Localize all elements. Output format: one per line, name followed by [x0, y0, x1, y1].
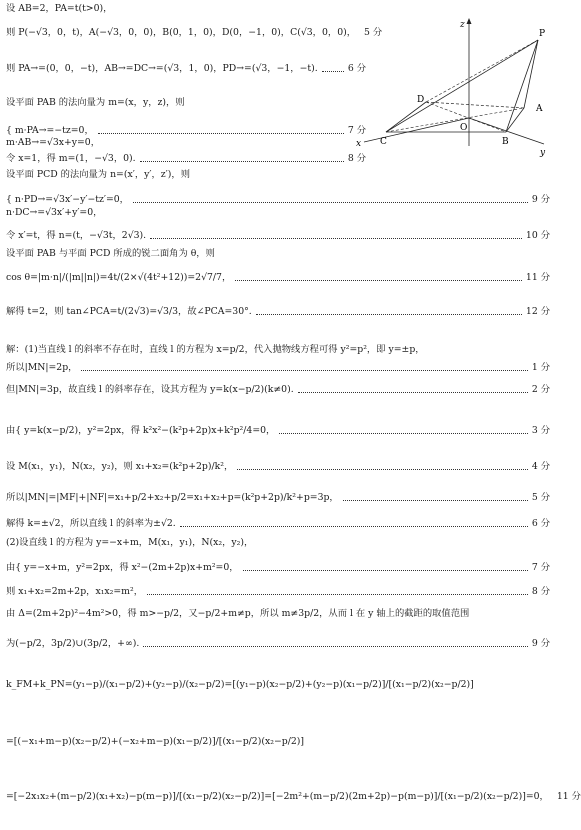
- dot-leader: [150, 238, 522, 239]
- line-text: 解得 k=±√2，所以直线 l 的斜率为±√2.: [6, 518, 176, 529]
- solution-line: [6, 247, 550, 260]
- line-text: =[−2x₁x₂+(m−p/2)(x₁+x₂)−p(m−p)]/[(x₁−p/2)(x₂−p/2)]=[−2m²+(m−p/2)(2m+2p)−p(m−p)]/[(x₁−p/2)(x₂−p/2)]=0，: [6, 791, 549, 802]
- line-text: 则 PA→=(0，0，−t)，AB→=DC→=(√3，1，0)，PD→=(√3，−1，−t).: [6, 63, 318, 74]
- line-text: { n·PD→=√3x′−y′−tz′=0，: [6, 194, 129, 205]
- line-text: 解得 t=2，则 tan∠PCA=t/(2√3)=√3/3，故∠PCA=30°.: [6, 306, 252, 317]
- line-text: 由{ y=−x+m，y²=2px，得 x²−(2m+2p)x+m²=0，: [6, 562, 239, 573]
- line-text: 令 x=1，得 m=(1，−√3，0).: [6, 153, 136, 164]
- solution-line: [6, 637, 550, 650]
- line-text: 由{ y=k(x−p/2)，y²=2px，得 k²x²−(k²p+2p)x+k²p²/4=0，: [6, 425, 276, 436]
- solution-line: [6, 361, 550, 374]
- solution-line: [6, 517, 550, 530]
- line-text: 所以|MN|=|MF|+|NF|=x₁+p/2+x₂+p/2=x₁+x₂+p=(k²p+2p)/k²+p=3p，: [6, 492, 339, 503]
- score-mark: 4 分: [531, 461, 550, 472]
- dot-leader: [256, 314, 522, 315]
- score-mark: 8 分: [347, 153, 366, 164]
- dot-leader: [147, 594, 528, 595]
- line-text: cos θ=|m·n|/(|m||n|)=4t/(2×√(4t²+12))=2√7/7，: [6, 272, 232, 283]
- line-text: 令 x′=t，得 n=(t，−√3t，2√3).: [6, 230, 147, 241]
- solution-line: [6, 790, 581, 803]
- dot-leader: [133, 202, 528, 203]
- line-text: 由 Δ=(2m+2p)²−4m²>0，得 m>−p/2，又−p/2+m≠p，所以 m≠3p/2，从而 l 在 y 轴上的截距的取值范围: [6, 608, 470, 619]
- solution-line: [6, 26, 383, 39]
- dot-leader: [298, 392, 528, 393]
- line-text: 则 x₁+x₂=2m+2p，x₁x₂=m²，: [6, 586, 144, 597]
- line-text: 设 AB=2，PA=t(t>0)，: [6, 3, 113, 14]
- score-mark: 8 分: [531, 586, 550, 597]
- score-mark: 6 分: [531, 518, 550, 529]
- line-text: { m·PA→=−tz=0，: [6, 125, 94, 136]
- score-mark: 11 分: [525, 272, 550, 283]
- line-text: 设 M(x₁，y₁)，N(x₂，y₂)，则 x₁+x₂=(k²p+2p)/k²，: [6, 461, 234, 472]
- solution-line: [6, 271, 550, 284]
- solution-line: [6, 168, 366, 181]
- dot-leader: [143, 646, 528, 647]
- solution-line: [6, 536, 550, 549]
- solution-line: [6, 96, 366, 109]
- dot-leader: [322, 71, 344, 72]
- score-mark: 5 分: [364, 27, 383, 38]
- line-text: 设平面 PAB 的法向量为 m=(x，y，z)，则: [6, 97, 185, 108]
- solution-line: [6, 561, 550, 574]
- label-x: x: [356, 139, 362, 149]
- solution-line: [6, 383, 550, 396]
- score-mark: 7 分: [531, 562, 550, 573]
- solution-line: [6, 678, 550, 691]
- score-mark: 9 分: [531, 638, 550, 649]
- label-z: z: [460, 20, 465, 30]
- solution-line: [6, 607, 550, 620]
- solution-line: [6, 460, 550, 473]
- label-A: A: [536, 104, 543, 114]
- label-D: D: [417, 95, 425, 105]
- line-text: 解：(1)当直线 l 的斜率不存在时，直线 l 的方程为 x=p/2，代入抛物线方程可得 y²=p²，即 y=±p，: [6, 344, 425, 355]
- solution-line: [6, 193, 550, 206]
- line-text: (2)设直线 l 的方程为 y=−x+m，M(x₁，y₁)，N(x₂，y₂)，: [6, 537, 254, 548]
- dot-leader: [237, 469, 528, 470]
- score-mark: 11 分: [556, 791, 581, 802]
- label-C: C: [380, 137, 387, 147]
- score-mark: 1 分: [531, 362, 550, 373]
- label-O: O: [460, 123, 468, 133]
- solution-line: [6, 2, 366, 15]
- dot-leader: [235, 280, 522, 281]
- solution-line: [6, 305, 550, 318]
- label-B: B: [502, 137, 509, 147]
- line-text: n·DC→=√3x′+y′=0，: [6, 207, 103, 218]
- score-mark: 6 分: [347, 63, 366, 74]
- dot-leader: [243, 570, 528, 571]
- score-mark: 2 分: [531, 384, 550, 395]
- score-mark: 5 分: [531, 492, 550, 503]
- solution-line: [6, 424, 550, 437]
- solution-line: [6, 206, 550, 219]
- solution-line: [6, 343, 550, 356]
- solution-line: [6, 62, 366, 75]
- label-P: P: [539, 29, 546, 39]
- solution-line: [6, 735, 550, 748]
- dot-leader: [180, 526, 528, 527]
- label-y: y: [540, 148, 546, 158]
- solution-line: [6, 229, 550, 242]
- dot-leader: [140, 161, 344, 162]
- score-mark: 3 分: [531, 425, 550, 436]
- dot-leader: [279, 433, 528, 434]
- line-text: 但|MN|=3p，故直线 l 的斜率存在，设其方程为 y=k(x−p/2)(k≠0).: [6, 384, 294, 395]
- pyramid-figure: [356, 18, 552, 163]
- dot-leader: [343, 500, 528, 501]
- line-text: =[(−x₁+m−p)(x₂−p/2)+(−x₂+m−p)(x₁−p/2)]/[(x₁−p/2)(x₂−p/2)]: [6, 736, 304, 747]
- line-text: 设平面 PCD 的法向量为 n=(x′，y′，z′)，则: [6, 169, 191, 180]
- score-mark: 12 分: [525, 306, 550, 317]
- line-text: 则 P(−√3，0，t)，A(−√3，0，0)，B(0，1，0)，D(0，−1，0)，C(√3，0，0)，: [6, 27, 357, 38]
- dot-leader: [98, 133, 344, 134]
- line-text: 所以|MN|=2p，: [6, 362, 78, 373]
- line-text: k_FM+k_PN=(y₁−p)/(x₁−p/2)+(y₂−p)/(x₂−p/2)=[(y₁−p)(x₂−p/2)+(y₂−p)(x₁−p/2)]/[(x₁−p/2)(x₂−p/2)]: [6, 679, 474, 690]
- solution-line: [6, 491, 550, 504]
- score-mark: 10 分: [525, 230, 550, 241]
- solution-line: [6, 585, 550, 598]
- solution-line: [6, 136, 366, 149]
- score-mark: 9 分: [531, 194, 550, 205]
- line-text: m·AB→=√3x+y=0，: [6, 137, 101, 148]
- line-text: 为(−p/2，3p/2)∪(3p/2，+∞).: [6, 638, 140, 649]
- line-text: 设平面 PAB 与平面 PCD 所成的锐二面角为 θ，则: [6, 248, 215, 259]
- solution-line: [6, 152, 366, 165]
- score-mark: 7 分: [347, 125, 366, 136]
- dot-leader: [81, 370, 527, 371]
